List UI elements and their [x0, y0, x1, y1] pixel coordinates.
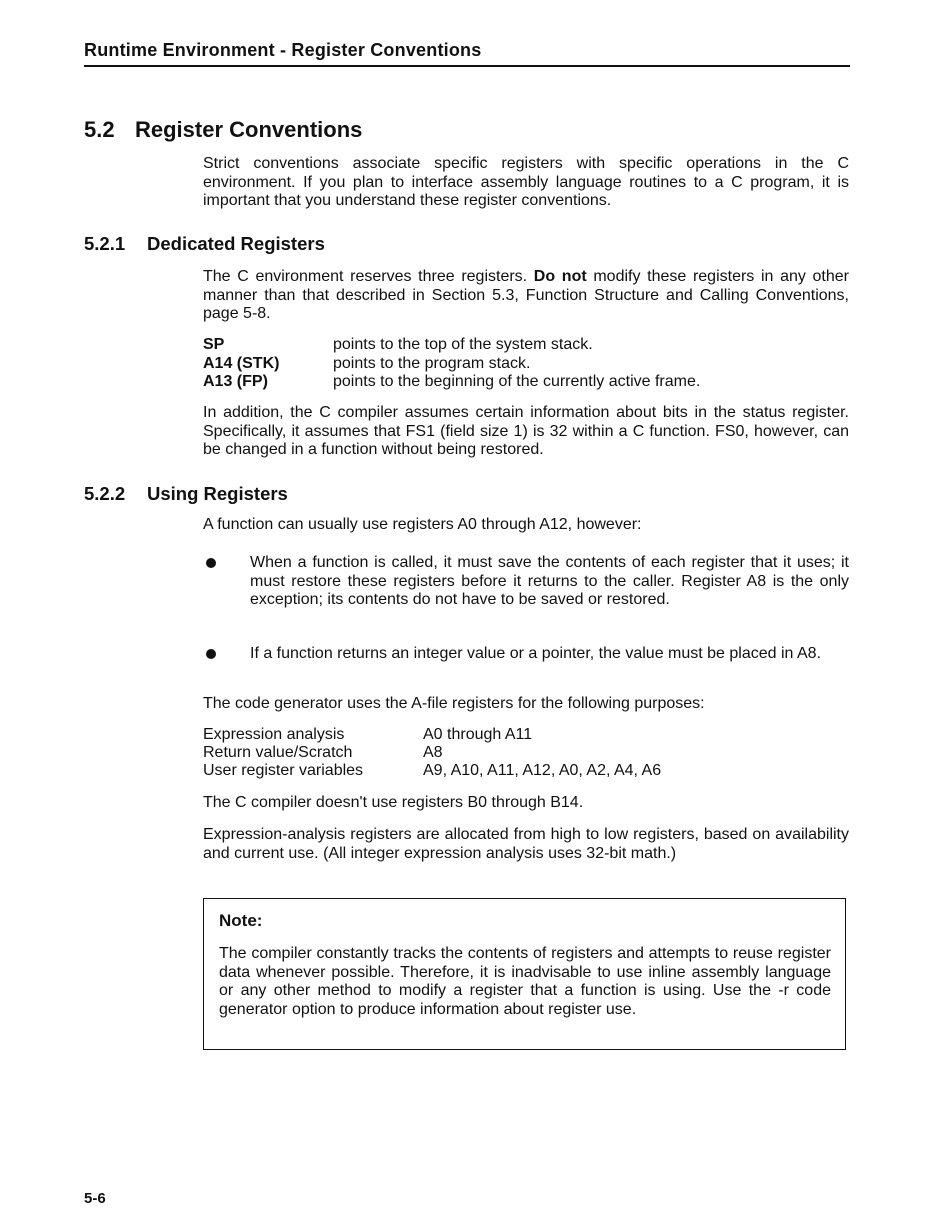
running-header-title: Runtime Environment - Register Conventions — [84, 40, 482, 60]
register-row-a14 — [203, 355, 700, 374]
register-row-a13 — [203, 373, 700, 392]
dedicated-register-list — [203, 336, 700, 392]
purpose-value: A8 — [423, 744, 443, 761]
bullet-text: When a function is called, it must save the contents of each register that it uses; it must restore these registers before it returns to the caller. Register A8 is the only exception; its contents do not have to be saved or restored. — [250, 554, 849, 608]
b-registers-paragraph: The C compiler doesn't use registers B0 through B14. — [203, 794, 584, 811]
purpose-label: Return value/Scratch — [203, 744, 353, 761]
bullet-item — [203, 554, 849, 610]
purpose-table — [203, 726, 661, 780]
register-row-sp — [203, 336, 700, 355]
register-description: points to the beginning of the currently active frame. — [333, 373, 701, 390]
bullet-text: If a function returns an integer value or a pointer, the value must be placed in A8. — [250, 645, 822, 662]
register-name: SP — [203, 336, 225, 353]
section-heading — [84, 117, 362, 143]
subsection-number: 5.2.2 — [84, 483, 126, 504]
purpose-row — [203, 744, 661, 762]
register-description: points to the top of the system stack. — [333, 336, 593, 353]
section-title: Register Conventions — [135, 117, 363, 142]
note-box — [203, 898, 846, 1050]
dedicated-text-before: The C environment reserves three registers. — [203, 268, 528, 285]
bullet-icon — [206, 649, 216, 659]
purpose-value: A9, A10, A11, A12, A0, A2, A4, A6 — [423, 762, 662, 779]
subsection-heading-using — [84, 483, 288, 505]
running-header — [84, 40, 850, 67]
do-not-emphasis: Do not — [533, 268, 587, 285]
purpose-value: A0 through A11 — [423, 726, 533, 743]
purpose-row — [203, 762, 661, 780]
bullet-item — [203, 645, 849, 664]
section-intro-paragraph: Strict conventions associate specific registers with specific operations in the C environment. If you plan to interface assembly language routines to a C program, it is important that you understand these register conventions. — [203, 155, 849, 209]
purpose-row — [203, 726, 661, 744]
note-title: Note: — [219, 911, 263, 930]
purpose-label: Expression analysis — [203, 726, 345, 743]
using-intro-paragraph: A function can usually use registers A0 through A12, however: — [203, 516, 642, 533]
allocation-paragraph: Expression-analysis registers are allocated from high to low registers, based on availability and current use. (All integer expression analysis uses 32-bit math.) — [203, 826, 849, 862]
section-number: 5.2 — [84, 117, 115, 142]
bullet-icon — [206, 558, 216, 568]
page-number: 5-6 — [84, 1190, 106, 1207]
purpose-label: User register variables — [203, 762, 364, 779]
status-register-paragraph: In addition, the C compiler assumes certain information about bits in the status register. Specifically, it assumes that FS1 (field size 1) is 32 within a C function. FS0, however, can be changed in a function without being restored. — [203, 404, 849, 458]
subsection-heading-dedicated — [84, 233, 325, 255]
purposes-intro-paragraph: The code generator uses the A-file registers for the following purposes: — [203, 695, 705, 712]
subsection-title: Dedicated Registers — [147, 233, 325, 254]
register-description: points to the program stack. — [333, 354, 531, 372]
register-name: A13 (FP) — [203, 373, 268, 390]
subsection-number: 5.2.1 — [84, 233, 126, 254]
note-text: The compiler constantly tracks the contents of registers and attempts to reuse register data whenever possible. Therefore, it is inadvisable to use inline assembly language or any other method to modify a register that a function is using. Use the -r code generator option to produce information about register use. — [219, 945, 831, 1018]
register-name: A14 (STK) — [203, 354, 280, 372]
dedicated-text-after: modify these registers in any other manner than that described in Section 5.3, Function Structure and Calling Conventions, page 5-8. — [203, 268, 850, 322]
dedicated-paragraph — [203, 268, 849, 324]
subsection-title: Using Registers — [147, 483, 288, 504]
